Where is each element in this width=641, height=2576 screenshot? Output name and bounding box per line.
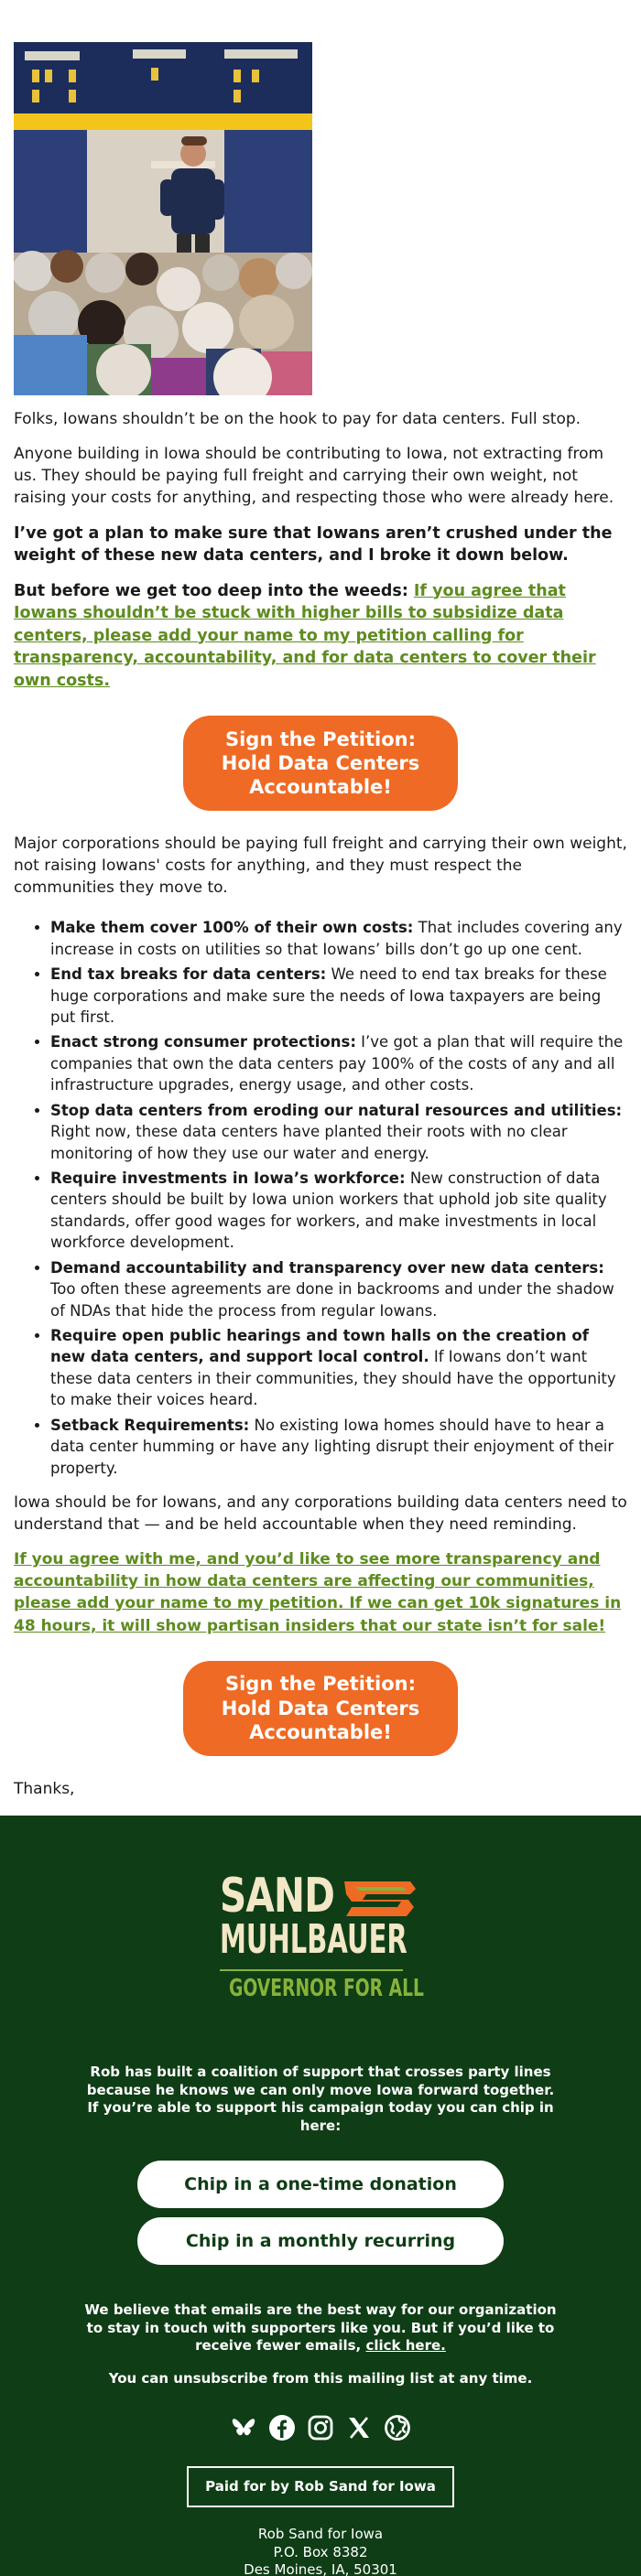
monthly-donation-button[interactable]: Chip in a monthly recurring donation! [137, 2217, 504, 2265]
website-icon[interactable] [383, 2413, 412, 2442]
list-item-text: New construction of data centers should be built by Iowa union workers that uphold job site quality standards, offer good wages for workers, and make investments in local workforce development. [50, 1169, 607, 1252]
list-item [50, 917, 627, 960]
list-item-title: Require open public hearings and town halls on the creation of new data centers, and support local control. [50, 1326, 589, 1366]
list-item-title: Require investments in Iowa’s workforce: [50, 1169, 406, 1188]
list-item [50, 1415, 627, 1479]
email-frequency-body: We believe that emails are the best way for our organization to stay in touch with supporters like you. But if you’d like to receive fewer emails, [84, 2301, 557, 2355]
plan-list [50, 917, 627, 1479]
fewer-emails-link[interactable]: click here. [365, 2337, 446, 2355]
hero-photo [14, 42, 312, 395]
list-item-title: Setback Requirements: [50, 1416, 250, 1434]
bluesky-icon[interactable] [229, 2413, 258, 2442]
petition-link-bottom[interactable]: If you agree with me, and you’d like to see more transparency and accountability in how data centers are affecting our communities, please add your name to my petition. If we can get 10k signatures in 48 hours, it will show partisan insiders that our state isn’t for sale! [14, 1550, 622, 1635]
list-item-title: Stop data centers from eroding our natural resources and utilities: [50, 1101, 623, 1119]
list-item [50, 1257, 627, 1321]
list-item [50, 964, 627, 1028]
logo-line-muhlbauer: MUHLBAUER [220, 1916, 407, 1963]
one-time-donation-button[interactable]: Chip in a one-time donation [137, 2161, 504, 2208]
list-item-text: That includes covering any increase in costs on utilities so that Iowans’ bills don’t go up one cent. [50, 919, 623, 958]
email-frequency-text [82, 2301, 559, 2355]
plan-statement: I’ve got a plan to make sure that Iowans aren’t crushed under the weight of these new data centers, and I broke it down below. [14, 523, 613, 565]
petition-link-top[interactable]: If you agree that Iowans shouldn’t be stuck with higher bills to subsidize data centers, please add your name to my petition calling for transparency, accountability, and for data centers to cover their own costs. [14, 581, 596, 690]
iowa-swoosh-icon [339, 1874, 419, 1920]
sign-petition-button-top[interactable]: Sign the Petition: Hold Data Centers Accountable! [183, 716, 458, 811]
footer [0, 1816, 641, 2576]
weeds-lead-text: But before we get too deep into the weeds: [14, 581, 414, 600]
list-item-text: Too often these agreements are done in backrooms and under the shadow of NDAs that hide the process from regular Iowans. [50, 1280, 614, 1320]
list-item-title: Enact strong consumer protections: [50, 1033, 356, 1051]
mailing-address [0, 2526, 641, 2576]
paragraph-iowa-for-iowans: Iowa should be for Iowans, and any corporations building data centers need to understand that — and be held accountable when they need reminding. [14, 1493, 627, 1535]
list-item [50, 1325, 627, 1411]
social-links [0, 2413, 641, 2442]
paid-for-box: Paid for by Rob Sand for Iowa [187, 2466, 454, 2507]
list-item-text: If Iowans don’t want these data centers in their communities, they should have the opportunity to make their voices heard. [50, 1348, 616, 1409]
cta-wrap-bottom [14, 1661, 627, 1756]
list-item-title: Make them cover 100% of their own costs: [50, 919, 414, 937]
instagram-icon[interactable] [306, 2413, 335, 2442]
paragraph-corporations: Major corporations should be paying full freight and carrying their own weight, not raising Iowans' costs for anything, and they must respect the communities they move to. [14, 835, 627, 898]
logo-divider [220, 1969, 403, 1971]
address-line: Rob Sand for Iowa [257, 2526, 384, 2543]
unsubscribe-text: You can unsubscribe from this mailing list at any time. [108, 2369, 533, 2387]
coalition-text: Rob has built a coalition of support that crosses party lines because he knows we can only move Iowa forward together. If you’re able to support his campaign today you can chip in here: [86, 2064, 555, 2134]
list-item [50, 1168, 627, 1254]
list-item-title: End tax breaks for data centers: [50, 965, 327, 984]
intro-text: Folks, Iowans shouldn’t be on the hook to pay for data centers. Full stop. [14, 410, 581, 428]
address-line: P.O. Box 8382 [273, 2543, 368, 2560]
list-item [50, 1031, 627, 1095]
weeds-paragraph [14, 580, 627, 693]
logo-line-sand: SAND [220, 1869, 335, 1924]
list-item [50, 1100, 627, 1164]
x-icon[interactable] [344, 2413, 374, 2442]
campaign-logo [220, 1869, 424, 2010]
facebook-icon[interactable] [267, 2413, 297, 2442]
list-item-text: I’ve got a plan that will require the companies that own the data centers pay 100% of the costs of any and all infrastructure upgrades, energy usage, and other costs. [50, 1033, 624, 1094]
list-item-title: Demand accountability and transparency over new data centers: [50, 1258, 604, 1277]
signoff-thanks: Thanks, [14, 1779, 75, 1798]
list-item-text: Right now, these data centers have planted their roots with no clear monitoring of how they use our water and energy. [50, 1123, 568, 1162]
list-item-text: We need to end tax breaks for these huge corporations and make sure the needs of Iowa taxpayers are being put first. [50, 965, 607, 1027]
cta-wrap-top [14, 716, 627, 811]
address-line: Des Moines, IA, 50301 [244, 2561, 397, 2576]
list-item-text: No existing Iowa homes should have to hear a data center humming or have any lighting disrupt their enjoyment of their property. [50, 1416, 614, 1477]
paragraph-contributing: Anyone building in Iowa should be contributing to Iowa, not extracting from us. They should be paying full freight and carrying their own weight, not raising your costs for anything, and respecting those who were already here. [14, 445, 614, 508]
sign-petition-button-bottom[interactable]: Sign the Petition: Hold Data Centers Accountable! [183, 1661, 458, 1756]
logo-tagline: GOVERNOR FOR ALL [229, 1975, 424, 2002]
